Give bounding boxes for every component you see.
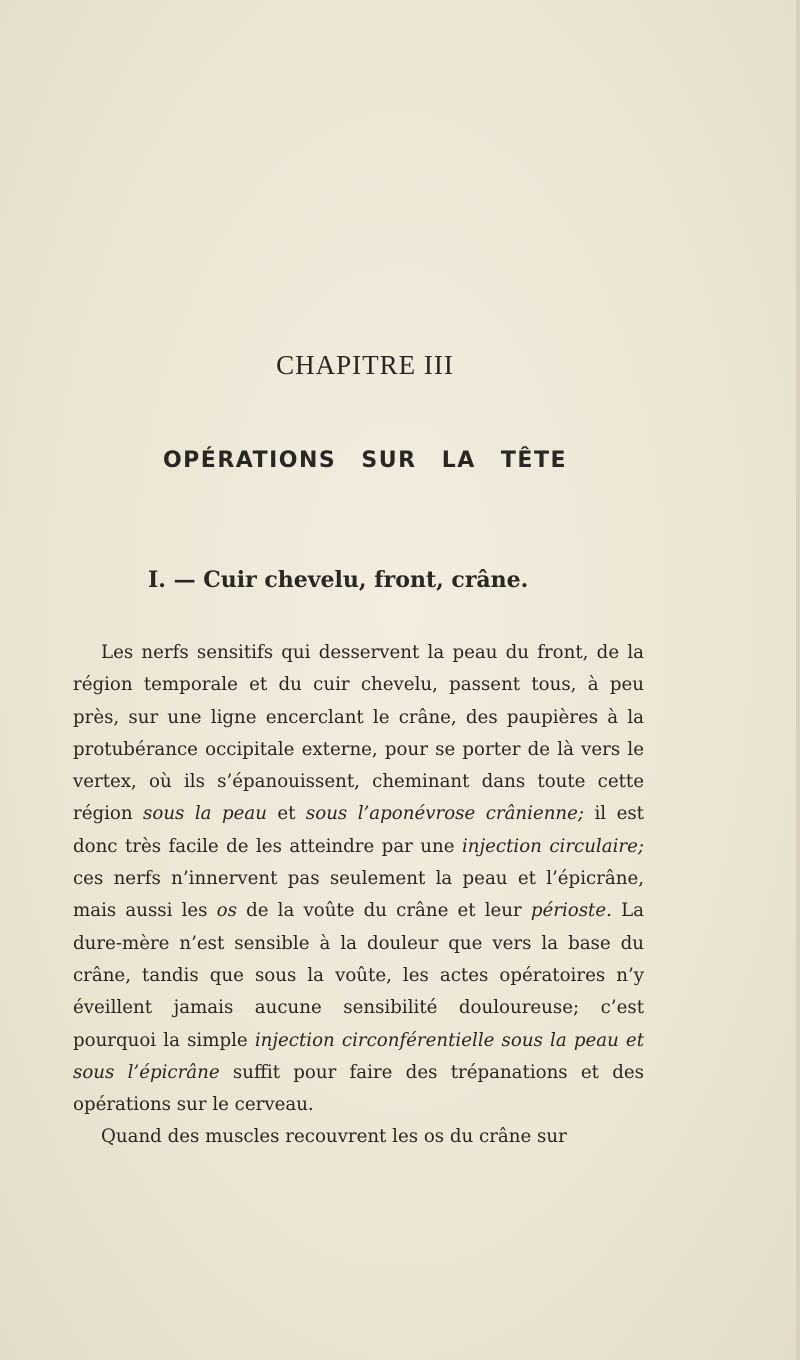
text-run: de la voûte du crâne et leur [236,900,531,922]
text-run: suffit pour faire des trépanations et des opérations sur le cerveau. [73,1061,644,1116]
text-run: ces nerfs n’innervent pas seulement la peau et l’épicrâne, mais aussi les [73,868,644,922]
body-text [73,637,644,1154]
paragraph-2 [73,1121,644,1153]
text-run: et [266,803,306,825]
subsection-heading: I. — Cuir chevelu, front, crâne. [148,567,529,593]
section-title: OPÉRATIONS SUR LA TÊTE [162,448,567,473]
page-edge [796,0,800,1360]
italic-run: os [216,900,237,922]
italic-run: injection circulaire; [461,835,644,857]
chapter-heading: CHAPITRE III [276,350,454,380]
paragraph-1 [73,637,644,1121]
text-run: Les nerfs sensitifs qui desservent la peau du front, de la région temporale et du cuir chevelu, passent tous, à peu près, sur une ligne encerclant le crâne, des paupières à la protubérance occipitale externe, pour se porter de là vers le vertex, où ils s’épanouissent, cheminant dans toute cette région [73,642,644,825]
italic-run: injection circonférentielle sous la peau et sous l’épicrâne [73,1029,644,1083]
italic-run: sous l’aponévrose crânienne; [305,803,585,825]
text-run: La dure-mère n’est sensible à la douleur que vers la base du crâne, tandis que sous la voûte, les actes opératoires n’y éveillent jamais aucune sensibilité douloureuse; c’est pourquoi la simple [73,900,644,1051]
italic-run: sous la peau [143,803,267,825]
italic-run: périoste. [530,900,612,922]
text-run: Quand des muscles recouvrent les os du crâne sur [101,1126,567,1148]
text-run: il est donc très facile de les atteindre par une [73,803,644,857]
